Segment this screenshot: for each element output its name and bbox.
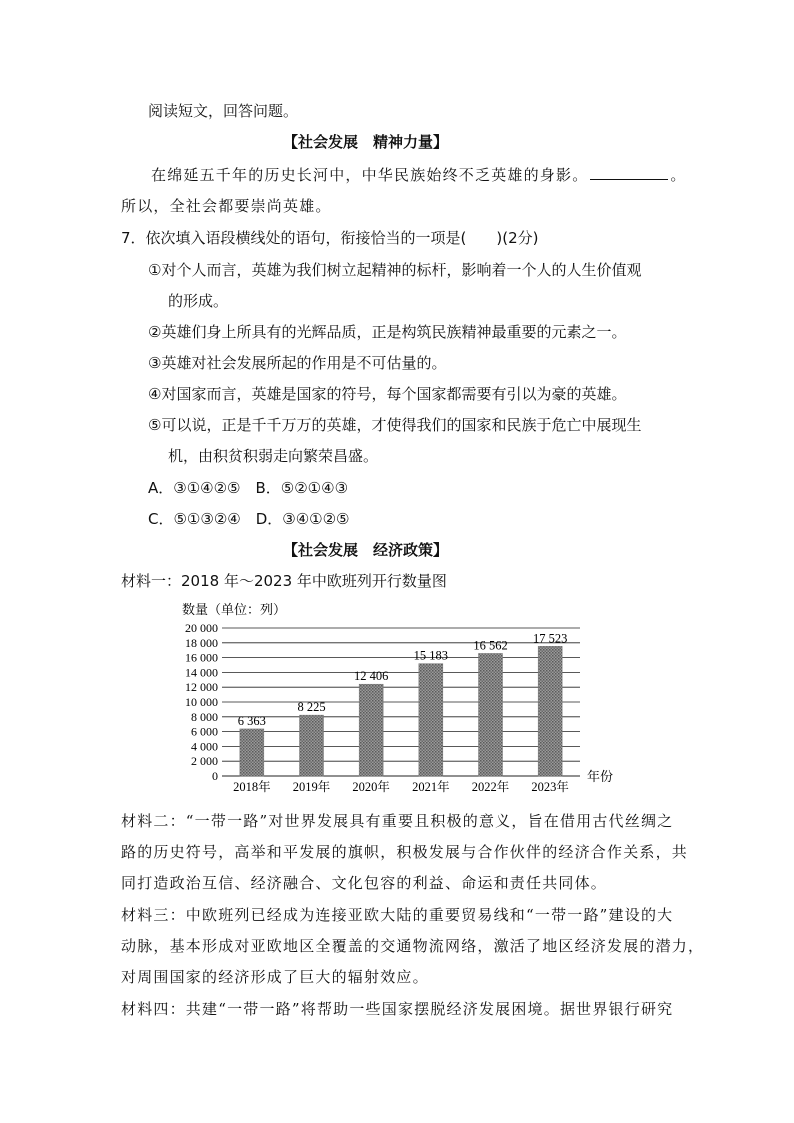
x-tick-label: 2019年 [292, 780, 331, 794]
q7-item-1: ①对个人而言，英雄为我们树立起精神的标杆，影响着一个人的人生价值观 [148, 261, 642, 279]
bar-2018年 [240, 729, 264, 776]
material-3-line-2: 动脉，基本形成对亚欧地区全覆盖的交通物流网络，激活了地区经济发展的潜力， [121, 937, 705, 955]
material-4-line-1: 材料四：共建“一带一路”将帮助一些国家摆脱经济发展困境。据世界银行研究 [121, 1000, 674, 1018]
passage-text: 在绵延五千年的历史长河中，中华民族始终不乏英雄的身影。 [151, 166, 589, 184]
q7-item-1-cont: 的形成。 [168, 292, 229, 310]
q7-options-ab: A．③①④②⑤ B．⑤②①④③ [148, 479, 349, 497]
q7-options-cd: C．⑤①③②④ D．③④①②⑤ [148, 510, 350, 528]
bar-2020年 [359, 684, 383, 776]
y-tick-label: 10 000 [185, 695, 218, 709]
x-tick-label: 2023年 [531, 780, 569, 794]
section-title-spirit: 【社会发展 精神力量】 [283, 133, 449, 151]
x-tick-label: 2018年 [233, 780, 271, 794]
bar-2022年 [479, 653, 503, 776]
bar-2023年 [538, 646, 562, 776]
data-label: 15 183 [413, 648, 449, 663]
q7-item-5: ⑤可以说，正是千千万万的英雄，才使得我们的国家和民族于危亡中展现生 [148, 416, 642, 434]
y-tick-label: 8 000 [191, 709, 218, 724]
material-1-title: 材料一：2018 年～2023 年中欧班列开行数量图 [121, 572, 447, 590]
material-3-line-1: 材料三：中欧班列已经成为连接亚欧大陆的重要贸易线和“一带一路”建设的大 [121, 906, 674, 924]
data-label: 6 363 [237, 713, 266, 728]
bar-2021年 [419, 664, 443, 776]
y-tick-label: 6 000 [191, 724, 218, 739]
y-tick-label: 20 000 [185, 621, 218, 635]
material-3-line-3: 对周围国家的经济形成了巨大的辐射效应。 [121, 968, 429, 986]
y-tick-label: 0 [212, 769, 218, 783]
y-axis-label: 数量（单位：列） [182, 602, 287, 617]
data-label: 12 406 [353, 669, 389, 684]
y-tick-label: 12 000 [185, 680, 218, 695]
material-2-line-1: 材料二：“一带一路”对世界发展具有重要且积极的意义，旨在借用古代丝绸之 [121, 812, 674, 830]
material-2-line-3: 同打造政治互信、经济融合、文化包容的利益、命运和责任共同体。 [121, 874, 608, 892]
y-tick-label: 4 000 [191, 739, 218, 754]
section-title-economy: 【社会发展 经济政策】 [283, 541, 449, 559]
q7-item-3: ③英雄对社会发展所起的作用是不可估量的。 [148, 354, 447, 372]
material-2-line-2: 路的历史符号，高举和平发展的旗帜，积极发展与合作伙伴的经济合作关系，共 [121, 843, 689, 861]
passage-line-1 [151, 165, 687, 185]
x-tick-label: 2021年 [412, 780, 450, 794]
train-count-bar-chart [0, 598, 794, 798]
data-label: 8 225 [297, 700, 326, 715]
q7-item-5-cont: 机，由积贫积弱走向繁荣昌盛。 [168, 447, 379, 465]
intro-text: 阅读短文，回答问题。 [148, 102, 299, 120]
y-tick-label: 2 000 [191, 754, 218, 769]
x-tick-label: 2020年 [352, 780, 390, 794]
y-tick-label: 14 000 [185, 665, 218, 680]
q7-item-2: ②英雄们身上所具有的光辉品质，正是构筑民族精神最重要的元素之一。 [148, 323, 627, 341]
fill-blank [590, 165, 668, 180]
data-label: 16 562 [473, 638, 508, 653]
x-tick-label: 2022年 [471, 780, 510, 794]
y-tick-label: 18 000 [185, 635, 218, 650]
data-label: 17 523 [532, 631, 568, 646]
passage-line-2: 所以，全社会都要崇尚英雄。 [121, 197, 332, 215]
x-axis-label: 年份 [587, 769, 614, 784]
q7-item-4: ④对国家而言，英雄是国家的符号，每个国家都需要有引以为豪的英雄。 [148, 385, 627, 403]
passage-period: 。 [670, 166, 687, 184]
question-7-stem: 7．依次填入语段横线处的语句，衔接恰当的一项是( )(2分) [121, 229, 539, 247]
y-tick-label: 16 000 [185, 650, 218, 665]
bar-2019年 [300, 715, 324, 776]
